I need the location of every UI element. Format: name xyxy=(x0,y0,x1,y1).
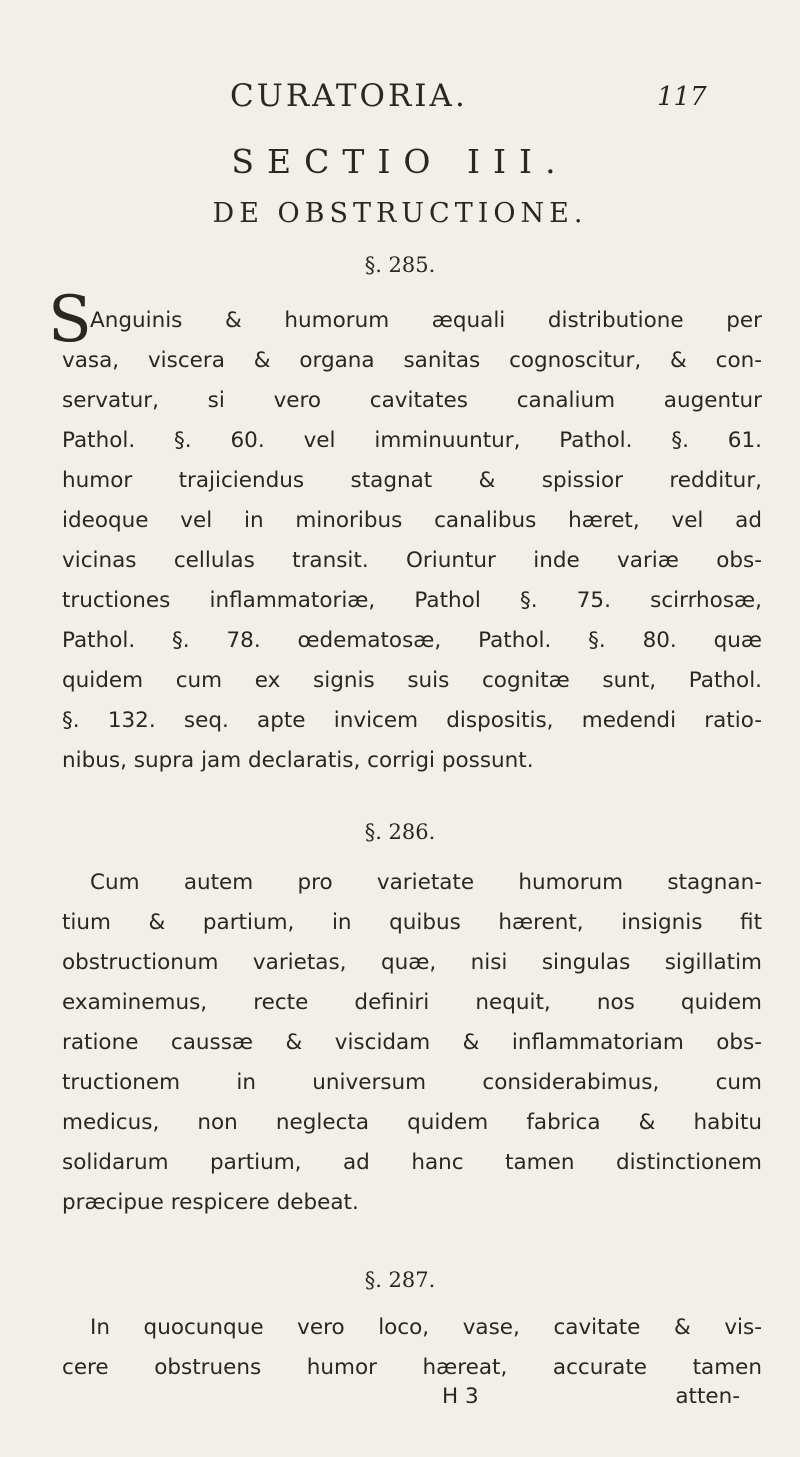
page-number: 117 xyxy=(657,82,707,112)
text-line: medicus, non neglecta quidem fabrica & habitu xyxy=(62,1110,762,1135)
text-line: vicinas cellulas transit. Oriuntur inde variæ obs- xyxy=(62,548,762,573)
text-line: Anguinis & humorum æquali distributione per xyxy=(90,308,762,333)
text-line: humor trajiciendus stagnat & spissior redditur, xyxy=(62,468,762,493)
text-line: tructiones inflammatoriæ, Pathol §. 75. scirrhosæ, xyxy=(62,588,762,613)
text-line: solidarum partium, ad hanc tamen distinctionem xyxy=(62,1150,762,1175)
catchword: atten- xyxy=(675,1384,740,1409)
text-line: ideoque vel in minoribus canalibus hæret, vel ad xyxy=(62,508,762,533)
text-line: quidem cum ex signis suis cognitæ sunt, Pathol. xyxy=(62,668,762,693)
text-line: præcipue respicere debeat. xyxy=(62,1190,359,1215)
running-title: CURATORIA. xyxy=(230,78,468,114)
text-line: §. 132. seq. apte invicem dispositis, medendi ratio- xyxy=(62,708,762,733)
paragraph-mark-287: §. 287. xyxy=(364,1268,436,1292)
paragraph-286 xyxy=(62,863,762,1223)
text-line: In quocunque vero loco, vase, cavitate & vis- xyxy=(90,1315,762,1340)
text-line: servatur, si vero cavitates canalium augentur xyxy=(62,388,762,413)
paragraph-287 xyxy=(62,1308,762,1388)
text-line: vasa, viscera & organa sanitas cognoscitur, & con- xyxy=(62,348,762,373)
section-title: SECTIO III. xyxy=(231,142,569,181)
text-line: obstructionum varietas, quæ, nisi singulas sigillatim xyxy=(62,950,762,975)
page-footer xyxy=(62,1384,762,1424)
text-line: tium & partium, in quibus hærent, insignis fit xyxy=(62,910,762,935)
text-line: examinemus, recte definiri nequit, nos quidem xyxy=(62,990,762,1015)
paragraph-285 xyxy=(62,301,762,781)
text-line: cere obstruens humor hæreat, accurate tamen xyxy=(62,1355,762,1380)
text-line: nibus, supra jam declaratis, corrigi possunt. xyxy=(62,748,534,773)
running-head xyxy=(0,78,800,118)
paragraph-mark-286: §. 286. xyxy=(364,820,436,844)
drop-capital: S xyxy=(48,283,92,357)
text-line: Pathol. §. 60. vel imminuuntur, Pathol. §. 61. xyxy=(62,428,762,453)
text-line: tructionem in universum considerabimus, cum xyxy=(62,1070,762,1095)
section-subtitle: DE OBSTRUCTIONE. xyxy=(212,198,588,229)
text-line: ratione caussæ & viscidam & inflammatoriam obs- xyxy=(62,1030,762,1055)
text-line: Cum autem pro varietate humorum stagnan- xyxy=(90,870,762,895)
signature-mark: H 3 xyxy=(442,1384,479,1409)
paragraph-mark-285: §. 285. xyxy=(364,253,436,277)
text-line: Pathol. §. 78. œdematosæ, Pathol. §. 80. quæ xyxy=(62,628,762,653)
